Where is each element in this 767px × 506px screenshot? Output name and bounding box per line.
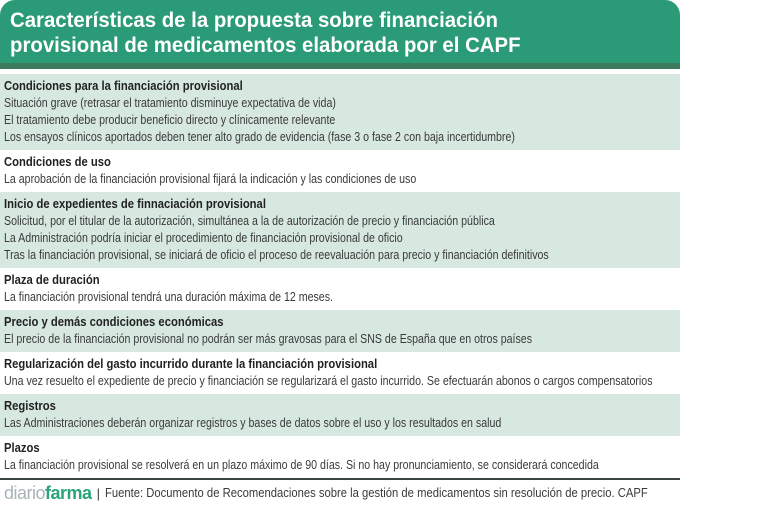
section-title: Condiciones de uso — [4, 155, 111, 169]
section-row — [0, 150, 680, 192]
section-row — [0, 74, 680, 150]
section-title: Condiciones para la financiación provisional — [4, 79, 243, 93]
section-title: Plazos — [4, 441, 40, 455]
footer-separator: | — [96, 485, 100, 501]
section-row — [0, 192, 680, 268]
section-line: El precio de la financiación provisional no podrán ser más gravosas para el SNS de España que en otros países — [4, 332, 533, 346]
section-title: Precio y demás condiciones económicas — [4, 315, 224, 329]
page-title-line-2: provisional de medicamentos elaborada por el CAPF — [10, 34, 521, 57]
section-line: La aprobación de la financiación provisional fijará la indicación y las condiciones de uso — [4, 172, 417, 186]
section-row — [0, 310, 680, 352]
section-title: Plaza de duración — [4, 273, 100, 287]
section-title: Inicio de expedientes de finnaciación provisional — [4, 197, 266, 211]
section-line: Situación grave (retrasar el tratamiento disminuye expectativa de vida) — [4, 96, 336, 110]
sections-list — [0, 74, 680, 478]
section-row — [0, 436, 680, 478]
logo-part-diario: diario — [4, 482, 46, 503]
footer — [0, 478, 680, 506]
section-title: Registros — [4, 399, 56, 413]
section-line: La financiación provisional se resolverá en un plazo máximo de 90 días. Si no hay pronunciamiento, se considerará concedida — [4, 458, 599, 472]
section-title: Regularización del gasto incurrido durante la financiación provisional — [4, 357, 378, 371]
section-line: La financiación provisional tendrá una duración máxima de 12 meses. — [4, 290, 333, 304]
header-banner — [0, 0, 680, 63]
logo-part-farma: farma — [45, 482, 92, 503]
footer-source-text: Fuente: Documento de Recomendaciones sobre la gestión de medicamentos sin resolución de precio. CAPF — [104, 486, 648, 500]
section-row — [0, 394, 680, 436]
section-line: Tras la financiación provisional, se iniciará de oficio el proceso de reevaluación para precio y financiación definitivos — [4, 248, 549, 262]
section-row — [0, 268, 680, 310]
section-line: Las Administraciones deberán organizar registros y bases de datos sobre el uso y los resultados en salud — [4, 416, 502, 430]
diariofarma-logo — [4, 483, 92, 504]
section-line: El tratamiento debe producir beneficio directo y clínicamente relevante — [4, 113, 336, 127]
section-line: La Administración podría iniciar el procedimiento de financiación provisional de oficio — [4, 231, 403, 245]
section-line: Solicitud, por el titular de la autorización, simultánea a la de autorización de precio y financiación pública — [4, 214, 495, 228]
section-line: Los ensayos clínicos aportados deben tener alto grado de evidencia (fase 3 o fase 2 con baja incertidumbre) — [4, 130, 515, 144]
section-line: Una vez resuelto el expediente de precio y financiación se regularizará el gasto incurrido. Se efectuarán abonos o cargos compensatorios — [4, 374, 653, 388]
page-title-line-1: Características de la propuesta sobre financiación — [10, 9, 498, 32]
section-row — [0, 352, 680, 394]
